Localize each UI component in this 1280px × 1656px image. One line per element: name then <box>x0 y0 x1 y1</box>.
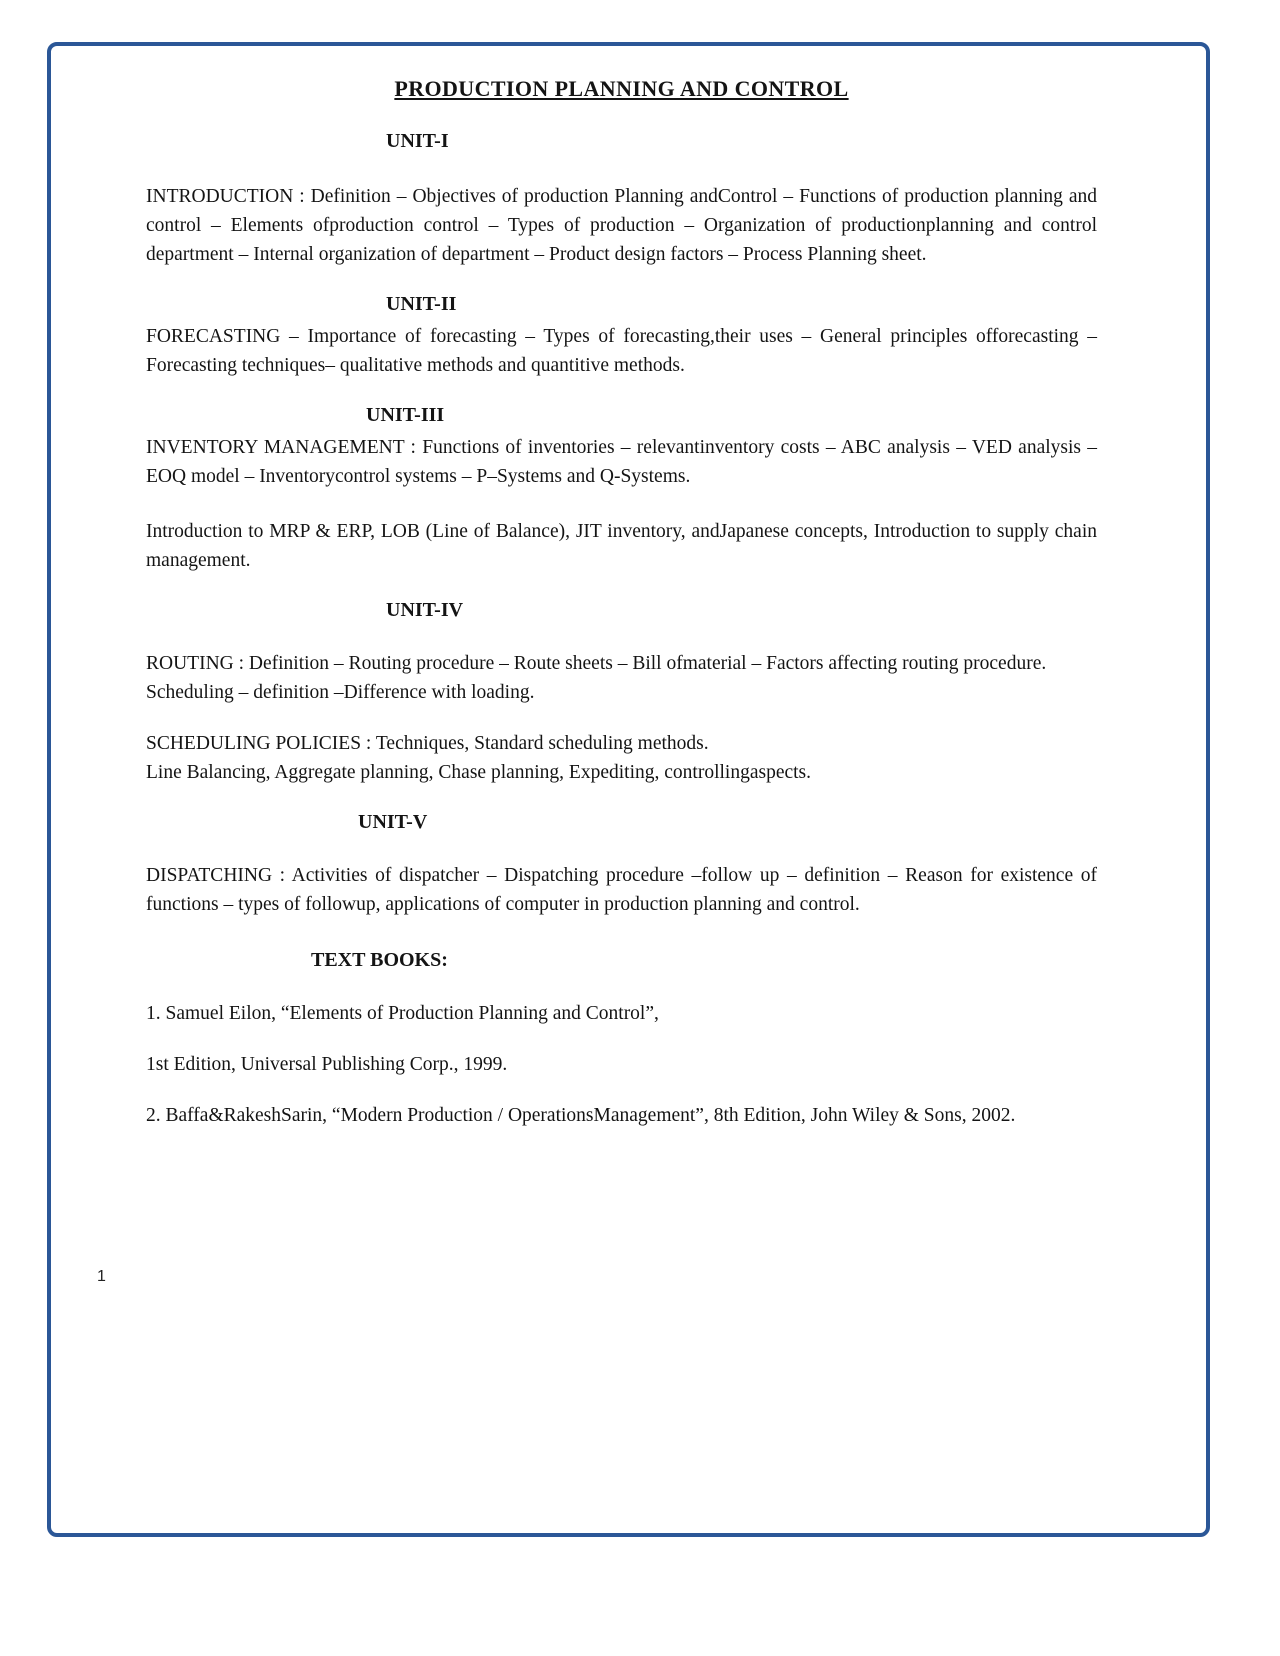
document-title: PRODUCTION PLANNING AND CONTROL <box>394 76 849 101</box>
textbook-item-1: 1. Samuel Eilon, “Elements of Production Planning and Control”, <box>146 1003 659 1024</box>
unit-4-section <box>146 597 1097 787</box>
unit-5-section <box>146 809 1097 919</box>
unit-4-heading: UNIT-IV <box>386 599 464 621</box>
unit-2-paragraph: FORECASTING – Importance of forecasting – Types of forecasting,their uses – General principles offorecasting – Forecasting techniques– qualitative methods and quantitive methods. <box>146 326 1097 376</box>
unit-3-paragraph-2: Introduction to MRP & ERP, LOB (Line of Balance), JIT inventory, andJapanese concepts, Introduction to supply chain management. <box>146 521 1097 571</box>
unit-4-paragraph-2: SCHEDULING POLICIES : Techniques, Standard scheduling methods. <box>146 733 709 754</box>
textbook-item-2: 1st Edition, Universal Publishing Corp., 1999. <box>146 1054 508 1075</box>
unit-3-heading: UNIT-III <box>366 404 445 426</box>
page-number: 1 <box>97 1268 106 1285</box>
unit-2-heading: UNIT-II <box>386 293 457 315</box>
unit-5-heading: UNIT-V <box>358 811 428 833</box>
unit-2-section <box>146 291 1097 380</box>
unit-1-heading: UNIT-I <box>386 130 449 152</box>
unit-3-paragraph-1: INVENTORY MANAGEMENT : Functions of inventories – relevantinventory costs – ABC analysis – VED analysis – EOQ model – Inventorycontrol systems – P–Systems and Q-Systems. <box>146 437 1097 487</box>
textbooks-section <box>146 947 1097 1130</box>
unit-1-section <box>146 128 1097 269</box>
unit-4-paragraph-1: ROUTING : Definition – Routing procedure – Route sheets – Bill ofmaterial – Factors affecting routing procedure. Scheduling – definition –Difference with loading. <box>146 653 1047 703</box>
unit-3-section <box>146 402 1097 575</box>
unit-4-paragraph-3: Line Balancing, Aggregate planning, Chase planning, Expediting, controllingaspects. <box>146 762 812 783</box>
page-border <box>47 42 1210 1537</box>
textbook-item-3: 2. Baffa&RakeshSarin, “Modern Production / OperationsManagement”, 8th Edition, John Wiley & Sons, 2002. <box>146 1105 1016 1126</box>
textbooks-heading: TEXT BOOKS: <box>311 949 448 971</box>
unit-5-paragraph: DISPATCHING : Activities of dispatcher – Dispatching procedure –follow up – definition – Reason for existence of functions – types of followup, applications of computer in production planning and control. <box>146 865 1097 915</box>
unit-1-paragraph: INTRODUCTION : Definition – Objectives of production Planning andControl – Functions of production planning and control – Elements ofproduction control – Types of production – Organization of productionplanning and control department – Internal organization of department – Product design factors – Process Planning sheet. <box>146 186 1097 265</box>
